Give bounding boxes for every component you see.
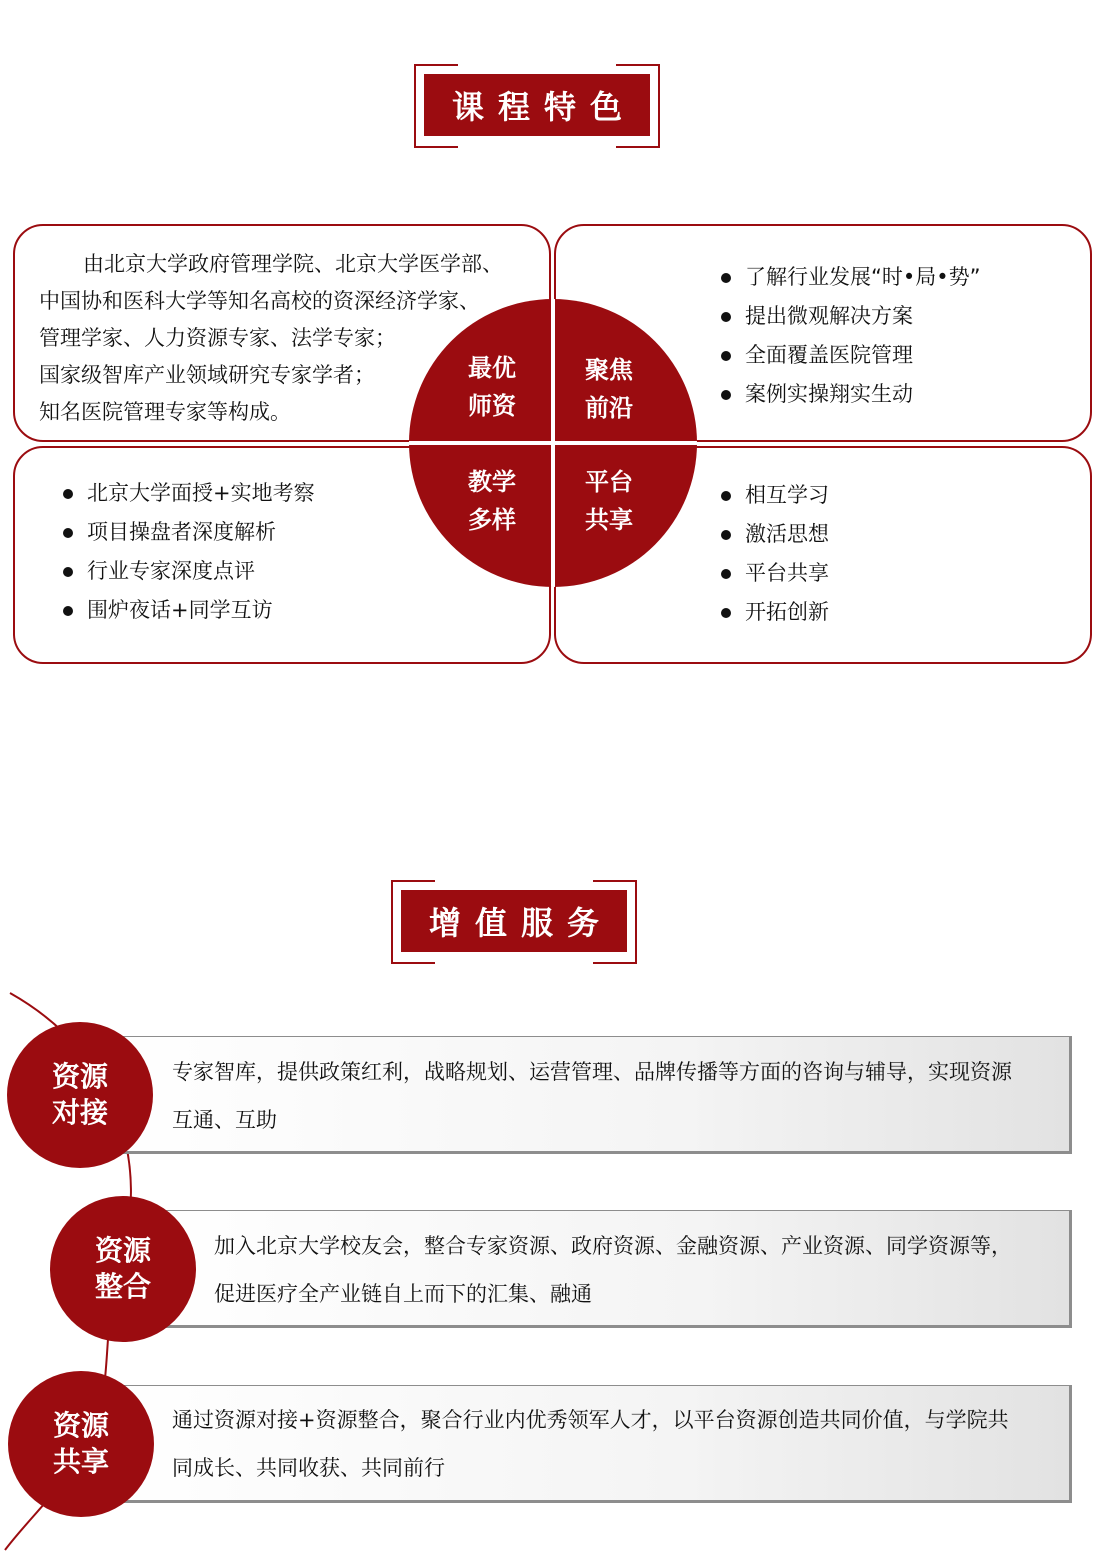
service-line: 互通、互助: [172, 1108, 277, 1132]
service-text-integration: [214, 1222, 1072, 1318]
quadrant-line: 前沿: [585, 394, 633, 422]
quadrant-line: 最优: [468, 354, 516, 382]
circle-line: 对接: [51, 1096, 108, 1129]
service-line: 促进医疗全产业链自上而下的汇集、融通: [214, 1282, 592, 1306]
quadrant-best-faculty: [447, 349, 537, 425]
list-item: 提出微观解决方案: [721, 297, 981, 336]
service-text-docking: [172, 1048, 1072, 1144]
service-line: 加入北京大学校友会，整合专家资源、政府资源、金融资源、产业资源、同学资源等，: [214, 1234, 1012, 1258]
list-item: 激活思想: [721, 515, 829, 554]
list-item: 全面覆盖医院管理: [721, 336, 981, 375]
circle-line: 资源: [51, 1060, 108, 1093]
quadrant-line: 平台: [585, 468, 633, 496]
quadrant-line: 共享: [585, 506, 633, 534]
quadrant-line: 聚焦: [585, 356, 633, 384]
service-text-sharing: [172, 1396, 1072, 1492]
service-circle-docking: [7, 1022, 153, 1168]
service-line: 专家智库，提供政策红利，战略规划、运营管理、品牌传播等方面的咨询与辅导，实现资源: [172, 1060, 1012, 1084]
quadrant-platform-sharing: [564, 463, 654, 539]
list-item: 北京大学面授+实地考察: [63, 474, 315, 513]
service-circle-integration: [50, 1196, 196, 1342]
circle-line: 共享: [52, 1445, 109, 1478]
quadrant-line: 师资: [468, 392, 516, 420]
faculty-line: 国家级智库产业领域研究专家学者；: [39, 363, 375, 387]
service-line: 通过资源对接+资源整合，聚合行业内优秀领军人才，以平台资源创造共同价值，与学院共: [172, 1408, 1009, 1432]
circle-line: 资源: [94, 1234, 151, 1267]
list-item: 围炉夜话+同学互访: [63, 591, 315, 630]
focus-list: [721, 258, 981, 414]
teaching-list: [63, 474, 315, 630]
circle-line: 资源: [52, 1409, 109, 1442]
faculty-line: 中国协和医科大学等知名高校的资深经济学家、: [39, 289, 480, 313]
quadrant-diverse-teaching: [447, 463, 537, 539]
quadrant-line: 多样: [468, 506, 516, 534]
list-item: 相互学习: [721, 476, 829, 515]
list-item: 开拓创新: [721, 593, 829, 632]
features-title: 课程特色: [424, 74, 650, 136]
features-center-circle: [409, 299, 697, 587]
services-title: 增值服务: [401, 890, 627, 952]
service-circle-sharing: [8, 1371, 154, 1517]
list-item: 项目操盘者深度解析: [63, 513, 315, 552]
faculty-line: 管理学家、人力资源专家、法学专家；: [39, 326, 396, 350]
circle-divider-horizontal: [409, 441, 697, 445]
list-item: 平台共享: [721, 554, 829, 593]
list-item: 案例实操翔实生动: [721, 375, 981, 414]
services-title-badge: [391, 880, 637, 962]
quadrant-focus-frontier: [564, 351, 654, 427]
faculty-line: 知名医院管理专家等构成。: [39, 400, 291, 424]
features-title-badge: [414, 64, 660, 146]
platform-list: [721, 476, 829, 632]
service-line: 同成长、共同收获、共同前行: [172, 1456, 445, 1480]
list-item: 了解行业发展“时•局•势”: [721, 258, 981, 297]
quadrant-line: 教学: [468, 468, 516, 496]
circle-line: 整合: [94, 1270, 151, 1303]
list-item: 行业专家深度点评: [63, 552, 315, 591]
faculty-line: 由北京大学政府管理学院、北京大学医学部、: [83, 252, 503, 276]
